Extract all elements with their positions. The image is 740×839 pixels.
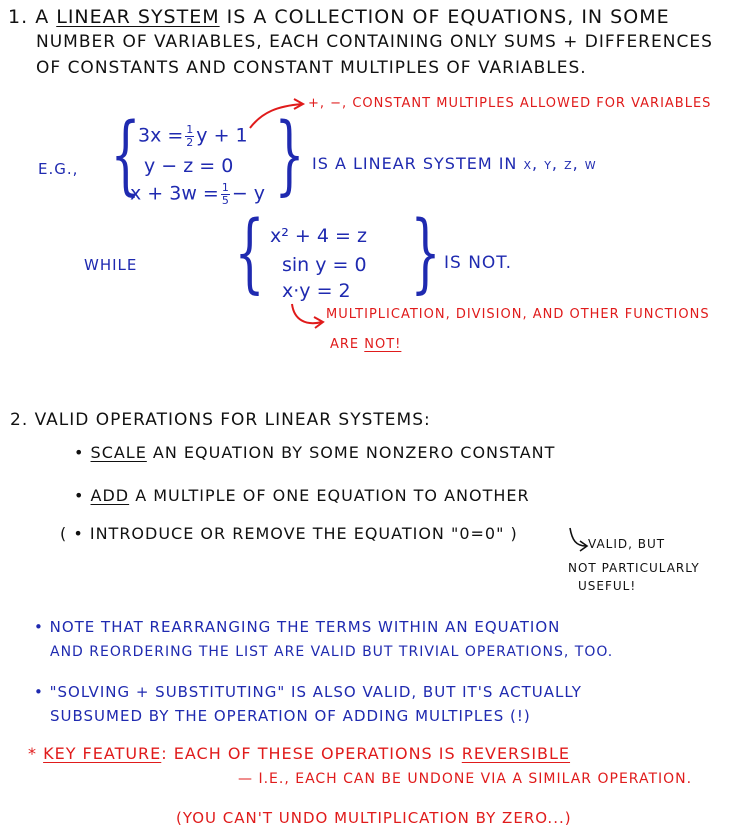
- is-not-text: IS NOT.: [444, 253, 513, 273]
- nonlinear-eq-3: x·y = 2: [282, 280, 351, 302]
- note-solving-2: SUBSUMED BY THE OPERATION OF ADDING MULTIPLES (!): [50, 707, 531, 725]
- red-arrow-2: [292, 304, 322, 323]
- star-icon: *: [28, 744, 37, 763]
- bullet-introduce: ( • INTRODUCE OR REMOVE THE EQUATION "0=0" ): [60, 524, 518, 543]
- note-rearranging-2: AND REORDERING THE LIST ARE VALID BUT TRIVIAL OPERATIONS, TOO.: [50, 644, 614, 660]
- left-brace-2: {: [234, 203, 266, 303]
- right-brace-2: }: [410, 203, 442, 303]
- is-linear-text: IS A LINEAR SYSTEM IN x, y, z, w: [312, 154, 597, 173]
- key-feature-line-2: — I.E., EACH CAN BE UNDONE VIA A SIMILAR OPERATION.: [238, 771, 693, 787]
- equation-2: y − z = 0: [144, 155, 234, 177]
- note-solving-1: • "SOLVING + SUBSTITUTING" IS ALSO VALID, BUT IT'S ACTUALLY: [34, 683, 582, 701]
- red-note-multiplication: MULTIPLICATION, DIVISION, AND OTHER FUNCTIONS: [326, 307, 710, 322]
- nonlinear-eq-1: x² + 4 = z: [270, 225, 367, 247]
- red-note-allowed: +, −, CONSTANT MULTIPLES ALLOWED FOR VARIABLES: [308, 96, 712, 111]
- line1-suffix: IS A COLLECTION OF EQUATIONS, IN SOME: [226, 6, 670, 28]
- bullet3-note-3: USEFUL!: [578, 579, 637, 593]
- red-note-are-not: ARE NOT!: [330, 337, 402, 352]
- bullet3-note-2: NOT PARTICULARLY: [568, 561, 700, 575]
- section-number: 1.: [8, 6, 29, 28]
- section1-line2: NUMBER OF VARIABLES, EACH CONTAINING ONLY SUMS + DIFFERENCES: [36, 32, 713, 52]
- equation-3: x + 3w = $\frac{1}{5}$ − y: [130, 181, 266, 207]
- section1-line3: OF CONSTANTS AND CONSTANT MULTIPLES OF VARIABLES.: [36, 58, 587, 78]
- key-feature-line: * KEY FEATURE: EACH OF THESE OPERATIONS IS REVERSIBLE: [28, 744, 571, 763]
- red-arrow-1: [250, 104, 302, 128]
- key-feature-label: KEY FEATURE: [43, 744, 162, 763]
- section2-heading: 2. VALID OPERATIONS FOR LINEAR SYSTEMS:: [10, 410, 431, 430]
- while-label: WHILE: [84, 256, 138, 274]
- eg-label: E.G.,: [38, 160, 79, 178]
- bullet-scale: • SCALE AN EQUATION BY SOME NONZERO CONSTANT: [74, 443, 556, 462]
- equation-1: 3x = $\frac{1}{2}$ y + 1: [138, 123, 248, 149]
- linear-system-term: LINEAR SYSTEM: [56, 6, 220, 28]
- left-brace: {: [110, 105, 142, 205]
- nonlinear-eq-2: sin y = 0: [282, 254, 367, 276]
- right-brace: }: [274, 105, 306, 205]
- bullet-add: • ADD A MULTIPLE OF ONE EQUATION TO ANOTHER: [74, 486, 530, 505]
- key-feature-line-3: (YOU CAN'T UNDO MULTIPLICATION BY ZERO...): [176, 809, 572, 827]
- line1-prefix: A: [35, 6, 50, 28]
- bullet3-note-1: VALID, BUT: [588, 537, 666, 551]
- reversible-term: REVERSIBLE: [461, 744, 571, 763]
- note-rearranging-1: • NOTE THAT REARRANGING THE TERMS WITHIN AN EQUATION: [34, 618, 561, 636]
